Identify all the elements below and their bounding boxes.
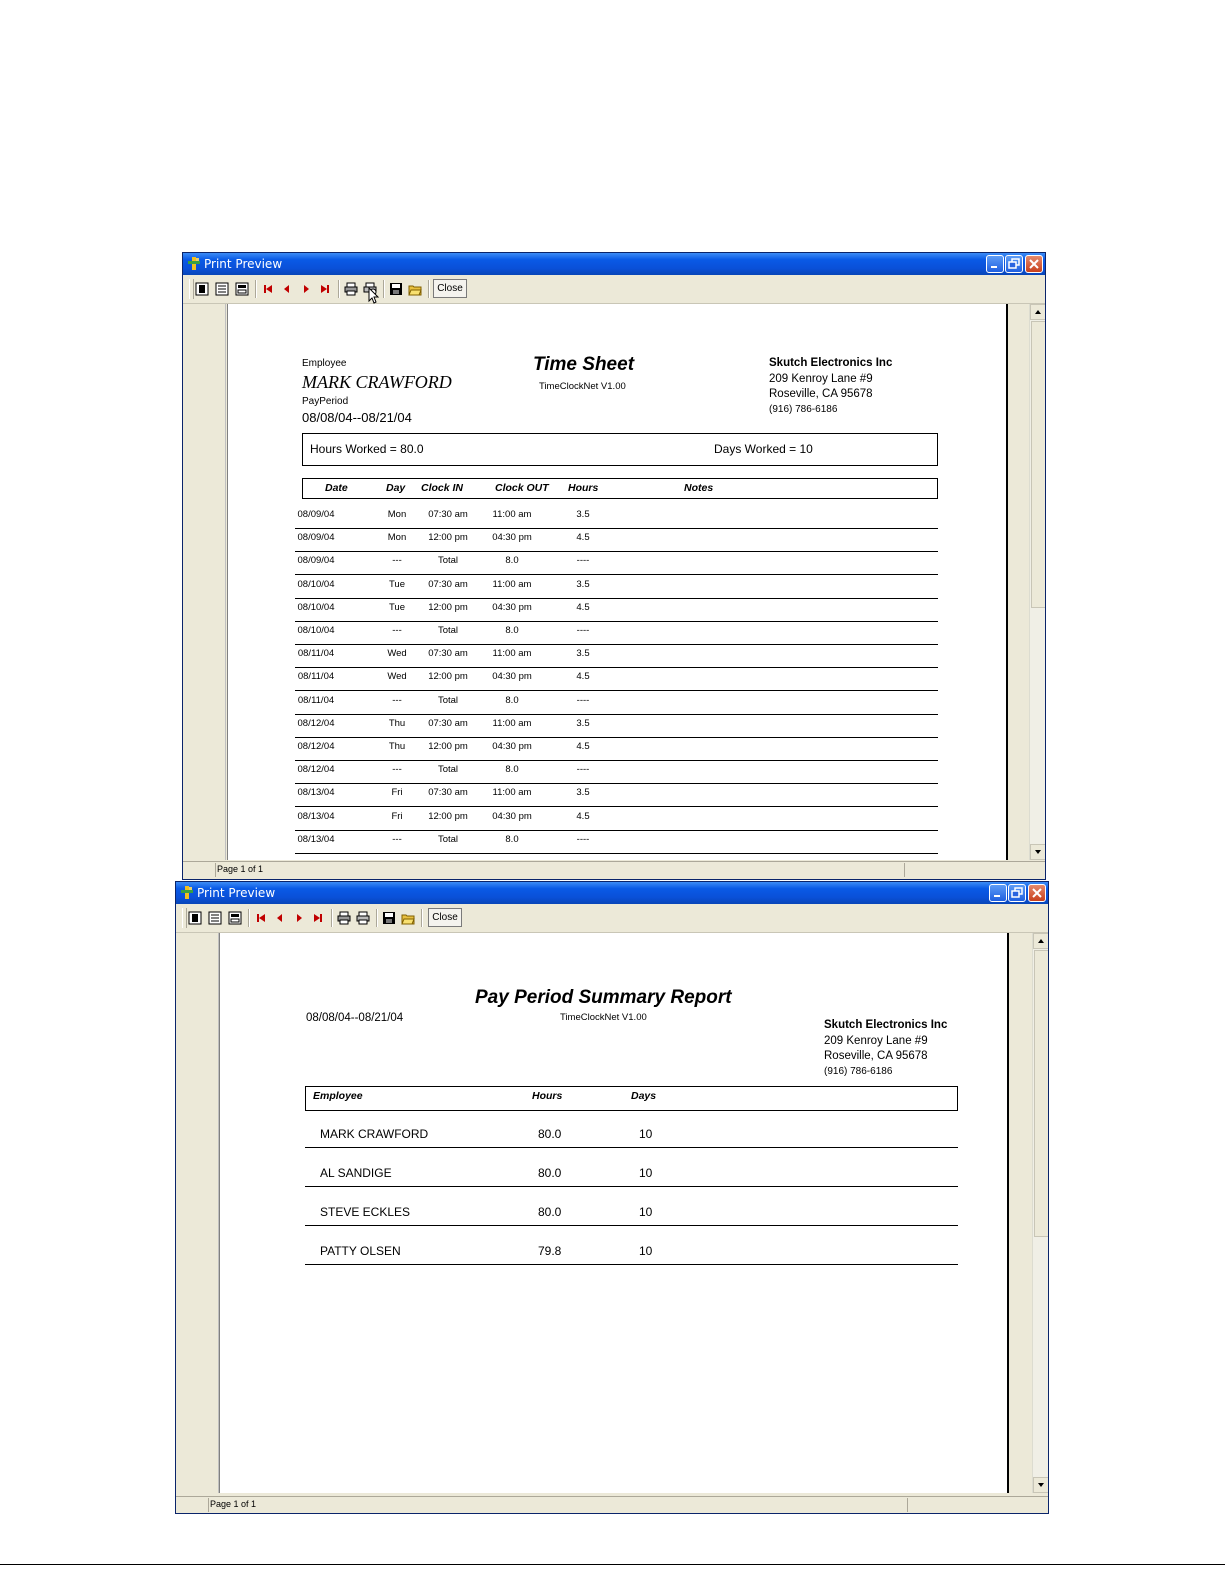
timesheet-cell-day: Wed [387, 671, 407, 683]
print-icon[interactable] [337, 911, 351, 925]
timesheet-cell-hours: 4.5 [576, 671, 590, 683]
timesheet-cell-clock-in: 07:30 am [428, 509, 468, 520]
title-bar[interactable] [176, 882, 1048, 904]
timesheet-cell-clock-out: 8.0 [505, 694, 519, 706]
company-name: Skutch Electronics Inc [824, 1019, 948, 1031]
save-icon[interactable] [382, 911, 396, 925]
window-title: Print Preview [197, 886, 276, 900]
row-divider [295, 551, 938, 552]
summary-cell-days: 10 [639, 1166, 653, 1180]
close-window-button[interactable] [1028, 884, 1046, 902]
timesheet-cell-hours: ---- [576, 555, 590, 567]
left-margin-pane [176, 933, 219, 1493]
timesheet-cell-clock-out: 04:30 pm [492, 601, 532, 613]
company-name: Skutch Electronics Inc [769, 357, 893, 369]
col-clock-out: Clock OUT [495, 482, 549, 494]
timesheet-cell-day: --- [392, 764, 402, 776]
one-page-icon[interactable] [195, 282, 209, 296]
timesheet-cell-clock-out: 04:30 pm [492, 671, 532, 683]
summary-cell-hours: 80.0 [538, 1166, 562, 1180]
timesheet-cell-day: Tue [388, 578, 406, 590]
timesheet-cell-hours: 4.5 [576, 810, 590, 822]
timesheet-cell-clock-out: 8.0 [505, 833, 519, 845]
summary-cell-employee: AL SANDIGE [320, 1166, 392, 1180]
col-hours: Hours [532, 1090, 563, 1102]
timesheet-cell-clock-in: 12:00 pm [428, 601, 468, 613]
timesheet-cell-date: 08/13/04 [297, 833, 335, 845]
timesheet-cell-hours: 3.5 [576, 509, 590, 520]
summary-cell-days: 10 [639, 1244, 653, 1258]
scroll-up-icon [1031, 305, 1045, 319]
timesheet-cell-day: Fri [391, 810, 403, 822]
close-button[interactable] [428, 908, 462, 927]
timesheet-cell-hours: ---- [576, 625, 590, 636]
col-employee: Employee [313, 1090, 363, 1102]
timesheet-cell-hours: ---- [576, 764, 590, 776]
report-title: Time Sheet [533, 354, 635, 375]
row-divider [305, 1264, 958, 1265]
open-icon[interactable] [401, 911, 415, 925]
maximize-button[interactable] [1005, 255, 1023, 273]
row-divider [305, 1147, 958, 1148]
one-page-icon[interactable] [188, 911, 202, 925]
two-page-icon[interactable] [208, 911, 222, 925]
maximize-icon [1009, 885, 1025, 901]
close-button[interactable] [433, 279, 467, 298]
timesheet-cell-clock-in: Total [437, 555, 459, 567]
maximize-icon [1006, 256, 1022, 272]
timesheet-cell-hours: 3.5 [576, 787, 590, 799]
vertical-scrollbar[interactable] [1029, 304, 1045, 860]
employee-name: MARK CRAWFORD [302, 372, 452, 392]
timesheet-cell-clock-in: 12:00 pm [428, 810, 468, 822]
timesheet-cell-clock-out: 11:00 am [492, 648, 532, 660]
row-divider [295, 806, 938, 807]
two-page-icon[interactable] [215, 282, 229, 296]
print-icon[interactable] [344, 282, 358, 296]
timesheet-cell-day: Thu [388, 741, 406, 752]
report-title: Pay Period Summary Report [475, 987, 732, 1008]
timesheet-cell-date: 08/12/04 [297, 717, 335, 729]
close-icon [1026, 256, 1042, 272]
minimize-button[interactable] [986, 255, 1004, 273]
timesheet-cell-hours: 4.5 [576, 741, 590, 752]
page-bottom-rule [0, 1564, 1225, 1565]
timesheet-cell-clock-in: 07:30 am [428, 648, 468, 660]
summary-cell-hours: 79.8 [538, 1244, 562, 1258]
payperiod-value: 08/08/04--08/21/04 [302, 410, 412, 425]
row-divider [295, 690, 938, 691]
status-bar [183, 861, 1045, 878]
timesheet-cell-date: 08/11/04 [297, 671, 335, 683]
scrollbar-thumb[interactable] [1034, 950, 1048, 1237]
timesheet-cell-day: Wed [387, 648, 407, 660]
days-worked: Days Worked = 10 [714, 442, 813, 456]
last-page-icon[interactable] [318, 282, 332, 296]
timesheet-cell-clock-in: 12:00 pm [428, 532, 468, 544]
timesheet-cell-clock-out: 11:00 am [492, 717, 532, 729]
report-page [219, 933, 1009, 1493]
preview-viewport[interactable] [176, 933, 1048, 1493]
timesheet-cell-date: 08/12/04 [297, 764, 335, 776]
company-address2: Roseville, CA 95678 [769, 388, 873, 400]
timesheet-cell-hours: 4.5 [576, 601, 590, 613]
timesheet-cell-clock-in: 07:30 am [428, 717, 468, 729]
zoom-icon[interactable] [235, 282, 249, 296]
timesheet-cell-clock-out: 8.0 [505, 764, 519, 776]
row-divider [295, 714, 938, 715]
next-page-icon[interactable] [292, 911, 306, 925]
scroll-down-arrow[interactable] [1033, 1477, 1048, 1493]
row-divider [295, 621, 938, 622]
timesheet-cell-clock-out: 04:30 pm [492, 810, 532, 822]
mouse-cursor-icon [368, 287, 380, 305]
zoom-icon[interactable] [228, 911, 242, 925]
scroll-down-arrow[interactable] [1030, 844, 1045, 860]
app-version: TimeClockNet V1.00 [539, 381, 626, 392]
timesheet-cell-day: Tue [388, 601, 406, 613]
app-version: TimeClockNet V1.00 [560, 1012, 647, 1023]
col-date: Date [325, 482, 348, 494]
preview-toolbar [176, 904, 1048, 933]
summary-cell-hours: 80.0 [538, 1127, 562, 1141]
open-icon[interactable] [408, 282, 422, 296]
employee-label: Employee [302, 358, 347, 369]
scroll-down-icon [1034, 1478, 1048, 1492]
timesheet-cell-clock-out: 11:00 am [492, 787, 532, 799]
row-divider [295, 528, 938, 529]
row-divider [305, 1225, 958, 1226]
summary-rows [220, 933, 1007, 1493]
col-clock-in: Clock IN [421, 482, 464, 494]
timesheet-cell-clock-out: 8.0 [505, 555, 519, 567]
last-page-icon[interactable] [311, 911, 325, 925]
timesheet-cell-hours: ---- [576, 694, 590, 706]
timesheet-cell-date: 08/09/04 [297, 555, 335, 567]
title-bar[interactable] [183, 253, 1045, 275]
scroll-down-icon [1031, 845, 1045, 859]
minimize-button[interactable] [989, 884, 1007, 902]
status-bar [176, 1496, 1048, 1513]
summary-cell-days: 10 [639, 1205, 653, 1219]
company-address1: 209 Kenroy Lane #9 [769, 373, 873, 385]
first-page-icon[interactable] [261, 282, 275, 296]
payperiod-value: 08/08/04--08/21/04 [306, 1012, 404, 1024]
timesheet-cell-date: 08/12/04 [297, 741, 335, 752]
timesheet-cell-date: 08/09/04 [297, 509, 335, 520]
summary-cell-hours: 80.0 [538, 1205, 562, 1219]
row-divider [305, 1186, 958, 1187]
timesheet-cell-clock-out: 11:00 am [492, 578, 532, 590]
scroll-up-arrow[interactable] [1033, 933, 1048, 949]
preview-viewport[interactable] [183, 304, 1045, 860]
left-margin-pane [183, 304, 226, 860]
timesheet-cell-clock-out: 04:30 pm [492, 532, 532, 544]
next-page-icon[interactable] [299, 282, 313, 296]
timesheet-cell-clock-out: 8.0 [505, 625, 519, 636]
timesheet-cell-day: --- [392, 555, 402, 567]
row-divider [295, 667, 938, 668]
first-page-icon[interactable] [254, 911, 268, 925]
report-page [227, 304, 1008, 860]
col-hours: Hours [568, 482, 599, 494]
previous-page-icon[interactable] [280, 282, 294, 296]
company-address1: 209 Kenroy Lane #9 [824, 1035, 928, 1047]
close-icon [1029, 885, 1045, 901]
timesheet-cell-date: 08/10/04 [297, 578, 335, 590]
row-divider [295, 830, 938, 831]
timesheet-cell-date: 08/09/04 [297, 532, 335, 544]
timesheet-cell-day: --- [392, 833, 402, 845]
timesheet-cell-clock-in: 07:30 am [428, 787, 468, 799]
summary-cell-employee: STEVE ECKLES [320, 1205, 411, 1219]
timesheet-cell-hours: 3.5 [576, 648, 590, 660]
page-indicator: Page 1 of 1 [210, 1499, 257, 1509]
page-indicator: Page 1 of 1 [217, 864, 264, 874]
summary-cell-days: 10 [639, 1127, 653, 1141]
timesheet-cell-date: 08/13/04 [297, 787, 335, 799]
toolbar-grip [182, 908, 187, 928]
window-title: Print Preview [204, 257, 283, 271]
print-preview-window-summary [175, 881, 1049, 1514]
maximize-button[interactable] [1008, 884, 1026, 902]
preview-toolbar [183, 275, 1045, 304]
vertical-scrollbar[interactable] [1032, 933, 1048, 1493]
timesheet-cell-clock-in: 07:30 am [428, 578, 468, 590]
timesheet-cell-date: 08/11/04 [297, 694, 335, 706]
timesheet-cell-date: 08/13/04 [297, 810, 335, 822]
print-setup-icon[interactable] [356, 911, 370, 925]
timesheet-cell-clock-in: Total [437, 625, 459, 636]
close-button-label: Close [437, 283, 463, 294]
minimize-icon [990, 885, 1006, 901]
previous-page-icon[interactable] [273, 911, 287, 925]
row-divider [295, 760, 938, 761]
col-days: Days [631, 1090, 657, 1102]
row-divider [295, 853, 938, 854]
close-window-button[interactable] [1025, 255, 1043, 273]
timesheet-cell-hours: 3.5 [576, 578, 590, 590]
company-phone: (916) 786-6186 [824, 1066, 893, 1077]
timesheet-cell-date: 08/10/04 [297, 601, 335, 613]
timesheet-cell-day: --- [392, 625, 402, 636]
timesheet-cell-hours: ---- [576, 833, 590, 845]
app-icon [187, 256, 201, 271]
timesheet-cell-date: 08/10/04 [297, 625, 335, 636]
timesheet-cell-clock-out: 04:30 pm [492, 741, 532, 752]
scroll-up-arrow[interactable] [1030, 304, 1045, 320]
row-divider [295, 737, 938, 738]
timesheet-cell-day: Mon [387, 532, 407, 544]
summary-cell-employee: PATTY OLSEN [320, 1244, 401, 1258]
timesheet-cell-day: Mon [387, 509, 407, 520]
timesheet-cell-day: Fri [391, 787, 403, 799]
app-icon [180, 885, 194, 900]
print-preview-window-timesheet [182, 252, 1046, 880]
timesheet-cell-day: --- [392, 694, 402, 706]
row-divider [295, 644, 938, 645]
timesheet-cell-clock-in: Total [437, 694, 459, 706]
timesheet-cell-clock-out: 11:00 am [492, 509, 532, 520]
col-notes: Notes [684, 482, 714, 494]
timesheet-cell-clock-in: 12:00 pm [428, 741, 468, 752]
payperiod-label: PayPeriod [302, 396, 349, 407]
scrollbar-thumb[interactable] [1031, 321, 1045, 608]
company-address2: Roseville, CA 95678 [824, 1050, 928, 1062]
timesheet-cell-day: Thu [388, 717, 406, 729]
timesheet-cell-hours: 3.5 [576, 717, 590, 729]
timesheet-cell-clock-in: 12:00 pm [428, 671, 468, 683]
minimize-icon [987, 256, 1003, 272]
row-divider [295, 783, 938, 784]
save-icon[interactable] [389, 282, 403, 296]
close-button-label: Close [432, 912, 458, 923]
timesheet-cell-hours: 4.5 [576, 532, 590, 544]
timesheet-rows [228, 304, 1006, 860]
summary-cell-employee: MARK CRAWFORD [320, 1127, 429, 1141]
timesheet-cell-clock-in: Total [437, 833, 459, 845]
row-divider [295, 574, 938, 575]
timesheet-cell-clock-in: Total [437, 764, 459, 776]
col-day: Day [386, 482, 406, 494]
toolbar-grip [189, 279, 194, 299]
row-divider [295, 598, 938, 599]
hours-worked: Hours Worked = 80.0 [310, 442, 424, 456]
scroll-up-icon [1034, 934, 1048, 948]
company-phone: (916) 786-6186 [769, 404, 838, 415]
timesheet-cell-date: 08/11/04 [297, 648, 335, 660]
